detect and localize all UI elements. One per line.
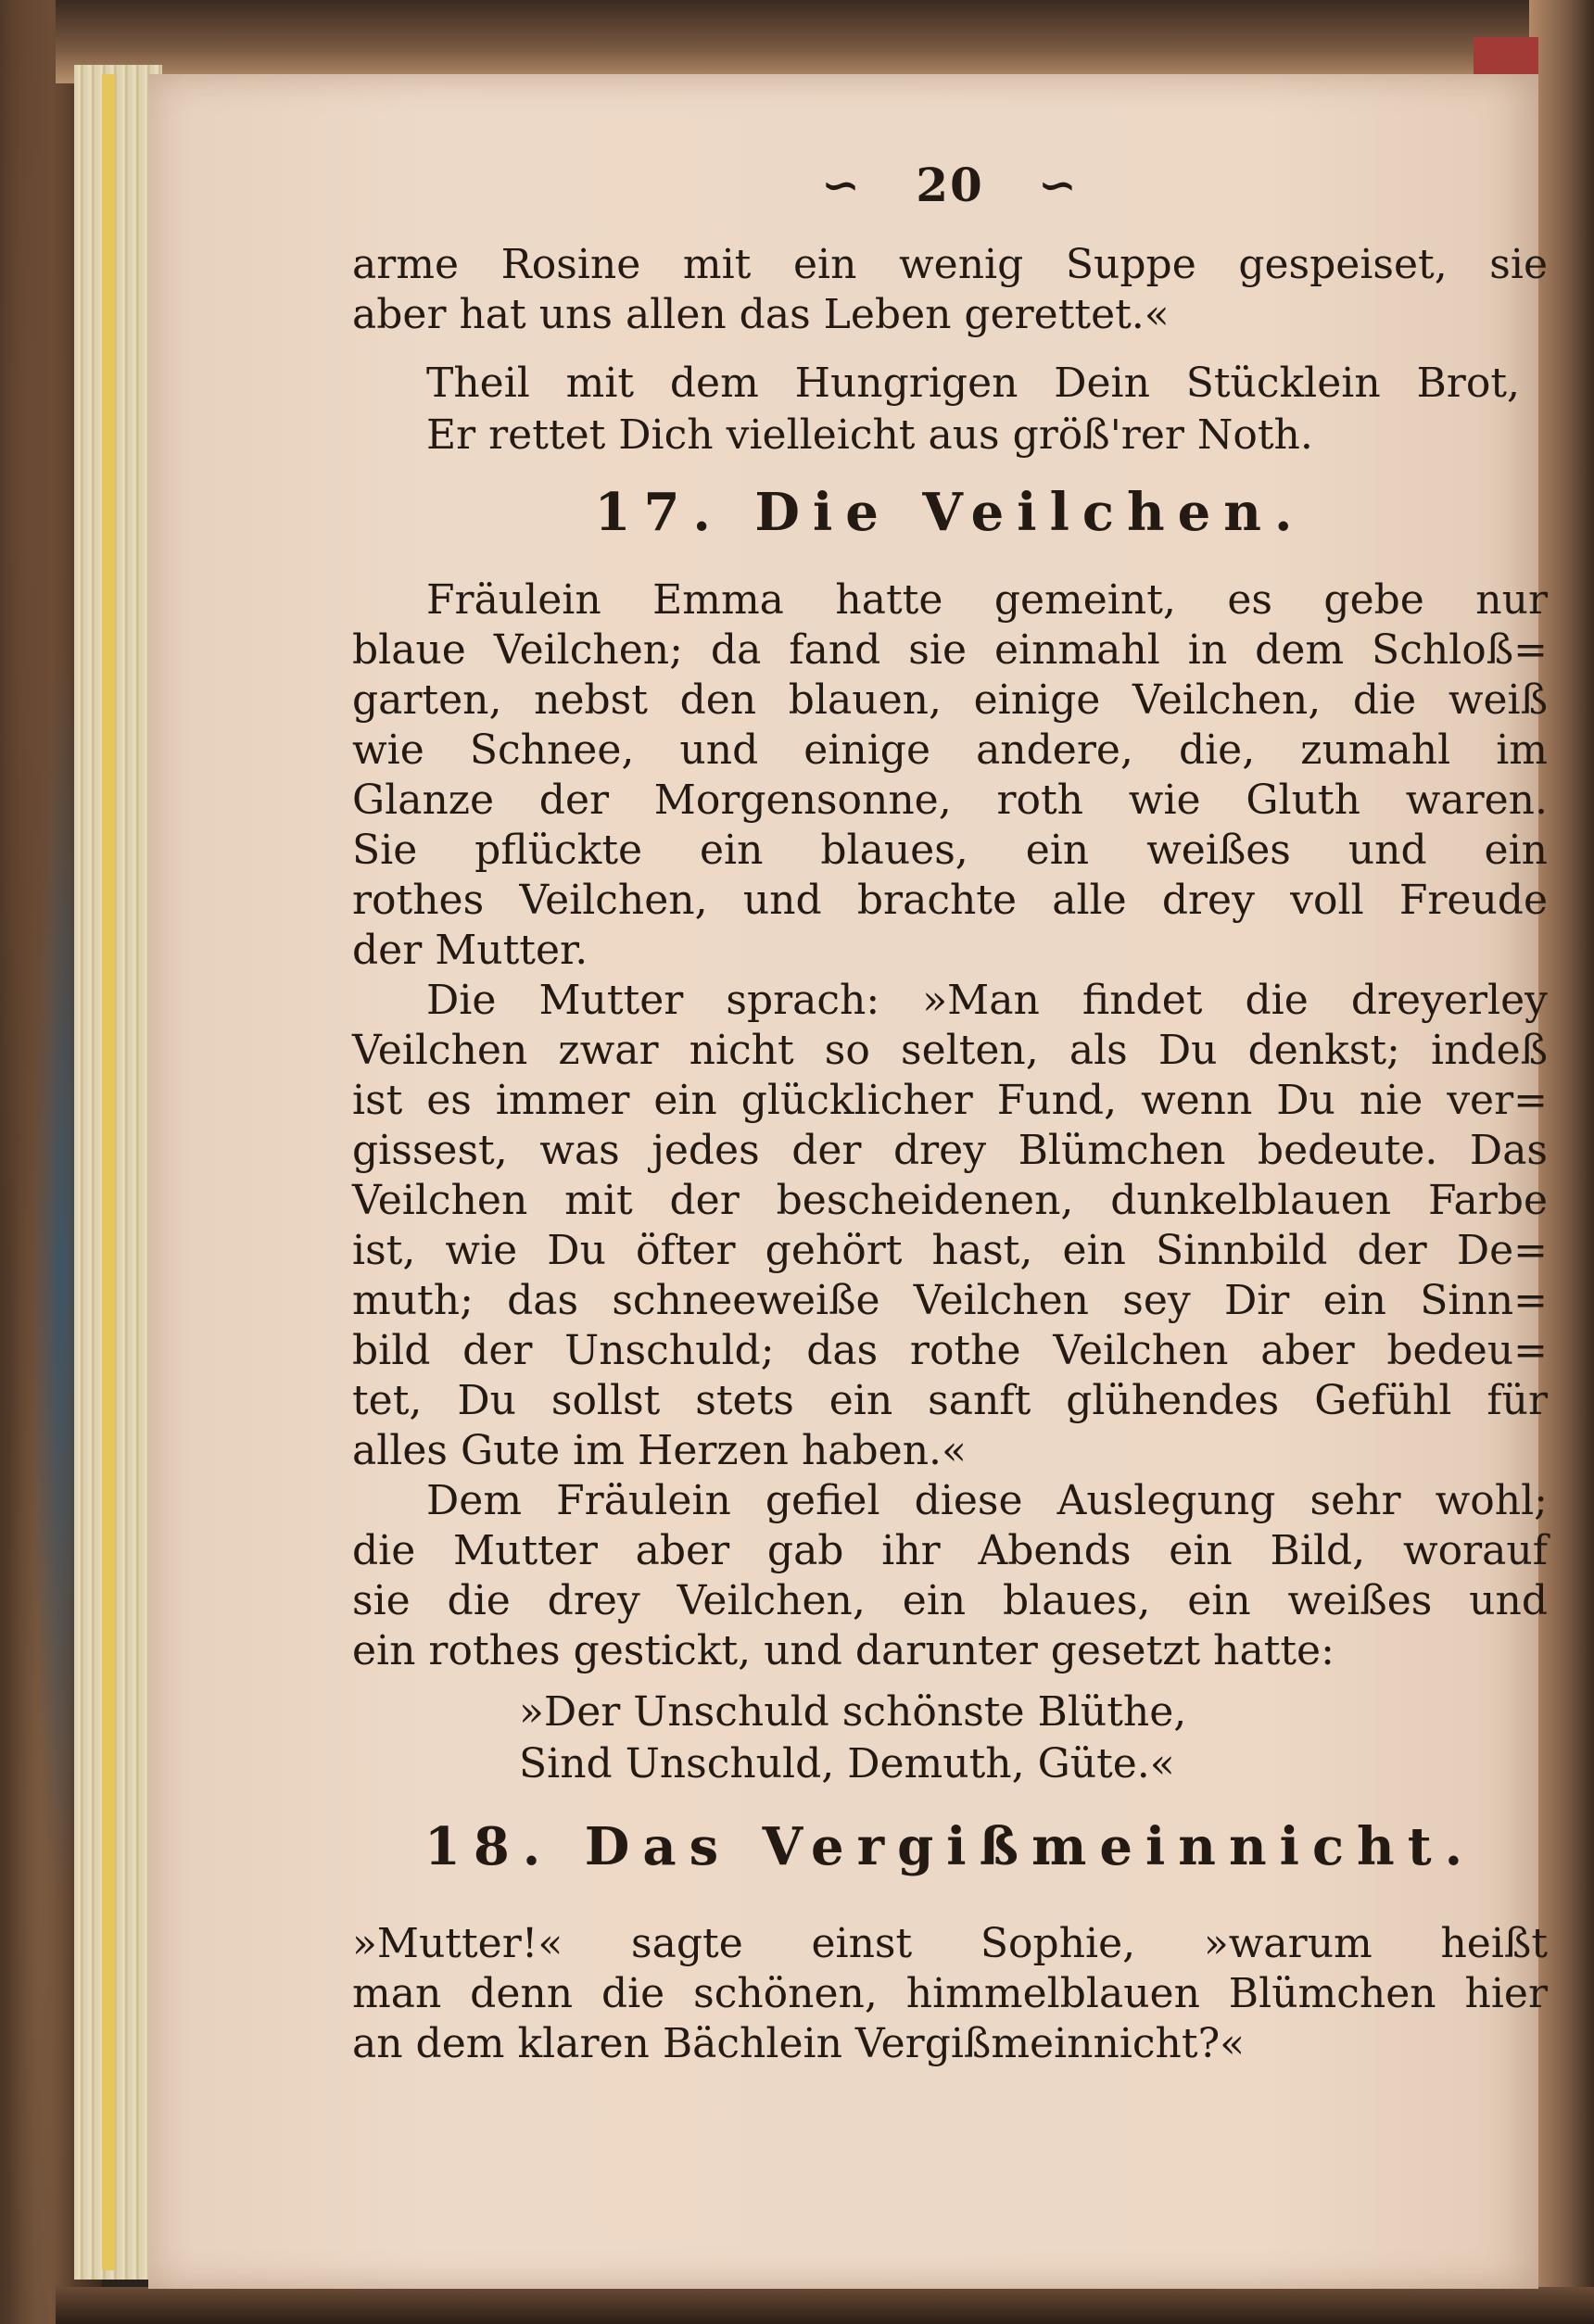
text-line: blaue Veilchen; da fand sie einmahl in dem Schloß= <box>352 626 1548 674</box>
header-ornament-left-icon: ∽ <box>821 158 862 212</box>
section-heading-18: 18. Das Vergißmeinnicht. <box>424 1816 1476 1877</box>
page-header <box>352 158 1548 212</box>
cover-bottom-edge <box>56 2287 1594 2324</box>
header-ornament-right-icon: ∽ <box>1038 158 1079 212</box>
text-line: ist es immer ein glücklicher Fund, wenn Du nie ver= <box>352 1077 1548 1124</box>
text-line: an dem klaren Bächlein Vergißmeinnicht?« <box>352 2020 1246 2067</box>
text-line: Veilchen mit der bescheidenen, dunkelblauen Farbe <box>352 1177 1548 1224</box>
text-line: muth; das schneeweiße Veilchen sey Dir ein Sinn= <box>352 1277 1548 1324</box>
verse-line: »Der Unschuld schönste Blüthe, <box>519 1688 1187 1736</box>
text-line: bild der Unschuld; das rothe Veilchen aber bedeu= <box>352 1327 1548 1374</box>
text-line: »Mutter!« sagte einst Sophie, »warum heißt <box>352 1920 1548 1967</box>
verse-line: Theil mit dem Hungrigen Dein Stücklein Brot, <box>426 360 1520 407</box>
verse-line: Sind Unschuld, Demuth, Güte.« <box>519 1740 1175 1787</box>
page-number: 20 <box>916 158 984 212</box>
text-line: ist, wie Du öfter gehört hast, ein Sinnbild der De= <box>352 1227 1548 1274</box>
text-line: aber hat uns allen das Leben gerettet.« <box>352 291 1170 338</box>
text-line: ein rothes gestickt, und darunter gesetzt hatte: <box>352 1627 1335 1674</box>
text-line: rothes Veilchen, und brachte alle drey voll Freude <box>352 877 1548 924</box>
text-line: Dem Fräulein gefiel diese Auslegung sehr wohl; <box>426 1477 1548 1524</box>
text-line: die Mutter aber gab ihr Abends ein Bild, worauf <box>352 1527 1548 1574</box>
text-line: arme Rosine mit ein wenig Suppe gespeiset, sie <box>352 241 1548 288</box>
yellow-page-edge <box>102 74 115 2270</box>
text-line: sie die drey Veilchen, ein blaues, ein weißes und <box>352 1577 1548 1624</box>
text-line: Fräulein Emma hatte gemeint, es gebe nur <box>426 576 1548 624</box>
text-line: man denn die schönen, himmelblauen Blümchen hier <box>352 1970 1548 2017</box>
book-page <box>148 74 1548 2289</box>
text-line: garten, nebst den blauen, einige Veilchen, die weiß <box>352 676 1548 724</box>
text-line: alles Gute im Herzen haben.« <box>352 1427 967 1474</box>
text-line: der Mutter. <box>352 927 588 974</box>
verse-line: Er rettet Dich vielleicht aus größ'rer Noth. <box>426 411 1313 459</box>
text-line: Veilchen zwar nicht so selten, als Du denkst; indeß <box>352 1027 1548 1074</box>
text-line: tet, Du sollst stets ein sanft glühendes Gefühl für <box>352 1377 1548 1424</box>
text-line: wie Schnee, und einige andere, die, zumahl im <box>352 726 1548 774</box>
cover-top-edge <box>56 0 1594 83</box>
text-line: Sie pflückte ein blaues, ein weißes und ein <box>352 827 1548 874</box>
text-line: Glanze der Morgensonne, roth wie Gluth waren. <box>352 777 1548 824</box>
section-heading-17: 17. Die Veilchen. <box>594 482 1306 543</box>
text-line: Die Mutter sprach: »Man findet die dreyerley <box>426 977 1548 1024</box>
text-line: gissest, was jedes der drey Blümchen bedeute. Das <box>352 1127 1548 1174</box>
